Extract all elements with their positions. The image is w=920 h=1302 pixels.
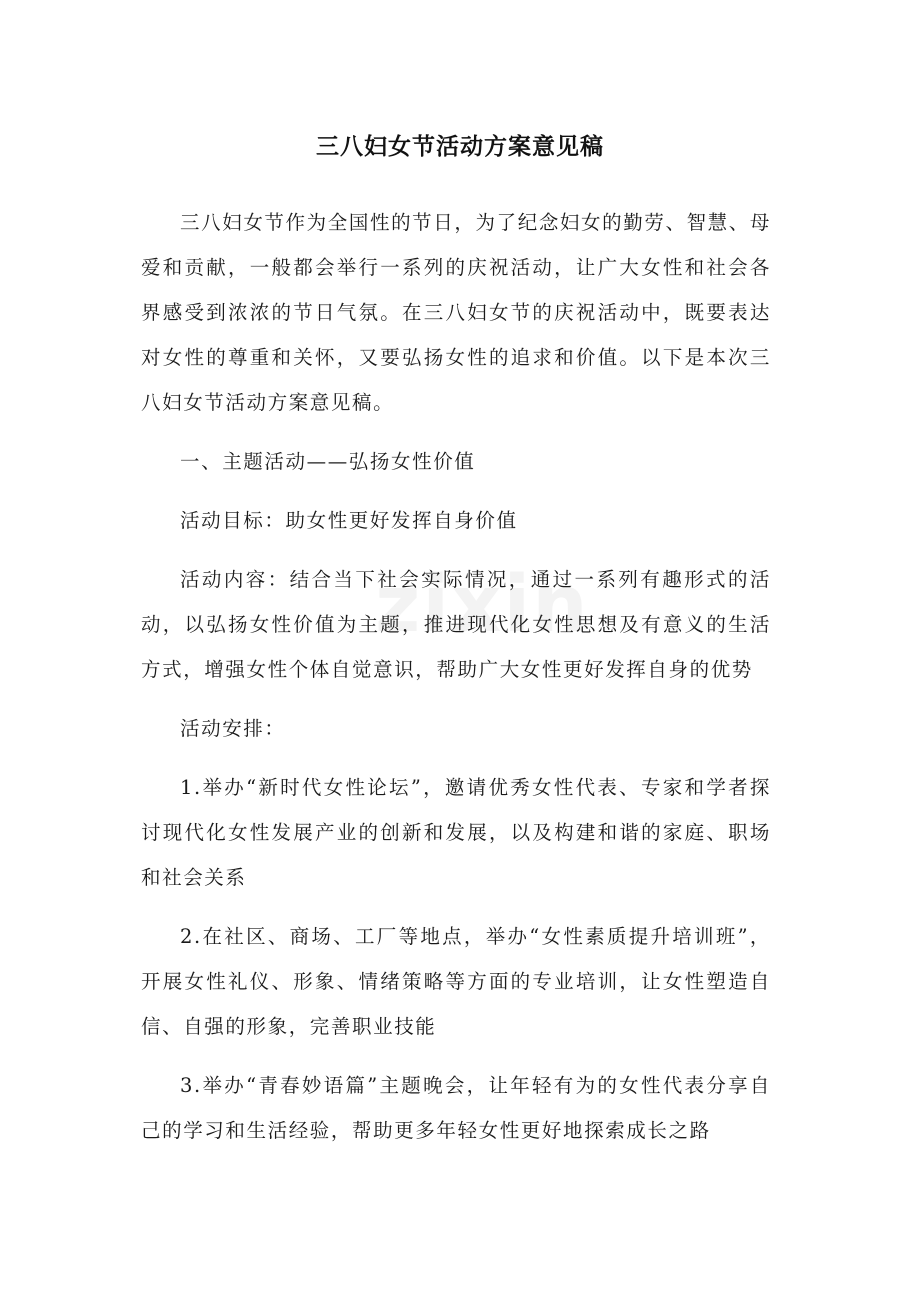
page-title: 三八妇女节活动方案意见稿 <box>316 134 604 160</box>
arrangement-item-2: 2.在社区、商场、工厂等地点，举办“女性素质提升培训班”，开展女性礼仪、形象、情绪策略等方面的专业培训，让女性塑造自信、自强的形象，完善职业技能 <box>141 925 771 1038</box>
activity-goal: 活动目标：助女性更好发挥自身价值 <box>180 509 518 532</box>
arrangement-item-1: 1.举办“新时代女性论坛”，邀请优秀女性代表、专家和学者探讨现代化女性发展产业的创新和发展，以及构建和谐的家庭、职场和社会关系 <box>141 776 771 889</box>
activity-arrangement-label: 活动安排： <box>180 717 286 740</box>
activity-content: 活动内容：结合当下社会实际情况，通过一系列有趣形式的活动，以弘扬女性价值为主题，推进现代化女性思想及有意义的生活方式，增强女性个体自觉意识，帮助广大女性更好发挥自身的优势 <box>141 568 771 681</box>
intro-paragraph: 三八妇女节作为全国性的节日，为了纪念妇女的勤劳、智慧、母爱和贡献，一般都会举行一系列的庆祝活动，让广大女性和社会各界感受到浓浓的节日气氛。在三八妇女节的庆祝活动中，既要表达对女性的尊重和关怀，又要弘扬女性的追求和价值。以下是本次三八妇女节活动方案意见稿。 <box>141 211 771 414</box>
section-heading: 一、主题活动——弘扬女性价值 <box>180 450 476 473</box>
arrangement-item-3: 3.举办“青春妙语篇”主题晚会，让年轻有为的女性代表分享自己的学习和生活经验，帮助更多年轻女性更好地探索成长之路 <box>141 1074 771 1142</box>
document-body <box>141 200 771 1167</box>
